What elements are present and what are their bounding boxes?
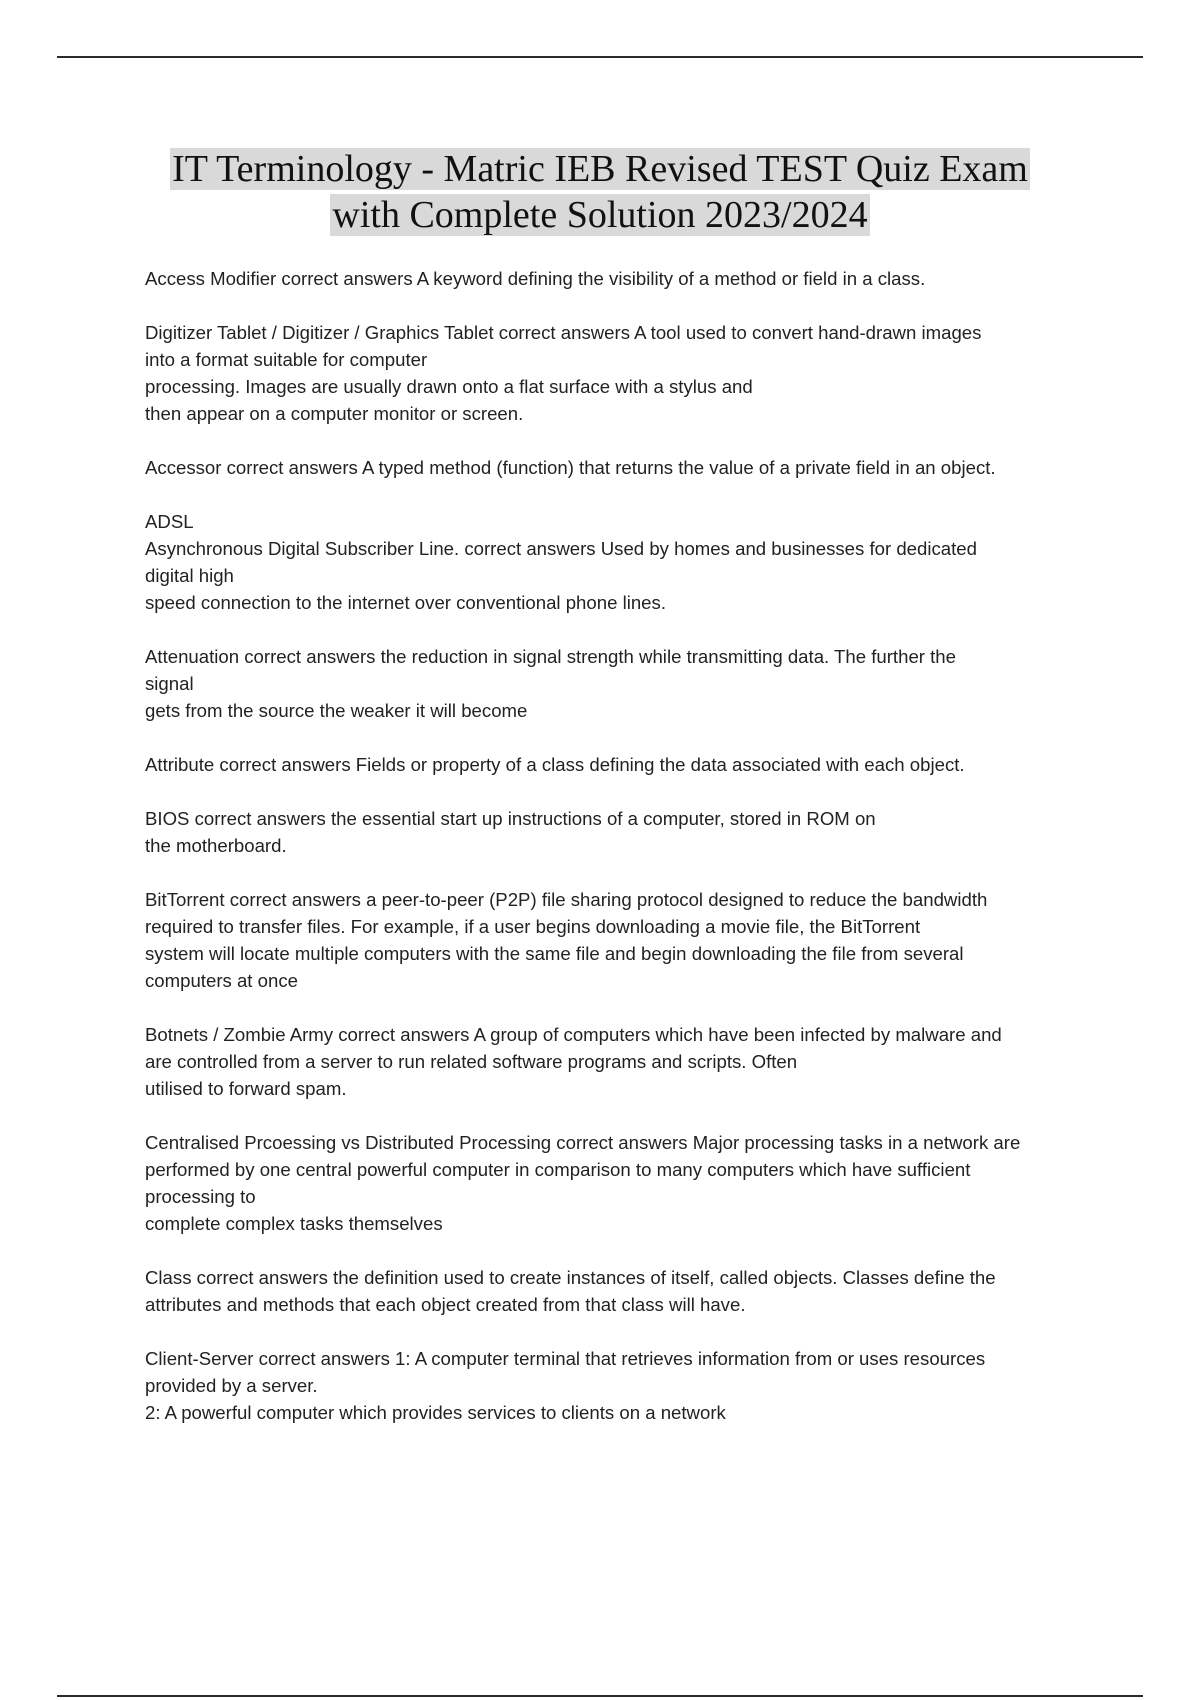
entry-text-line: required to transfer files. For example, if a user begins downloading a movie file, the BitTorrent	[145, 916, 921, 937]
entry-text-line: into a format suitable for computer	[145, 349, 428, 370]
entry-text-line: Asynchronous Digital Subscriber Line. correct answers Used by homes and businesses for dedicated	[145, 538, 977, 559]
entry-text-line: complete complex tasks themselves	[145, 1213, 443, 1234]
glossary-entry	[145, 886, 1095, 994]
entry-text-line: ADSL	[145, 511, 194, 532]
entry-text-line: processing to	[145, 1186, 256, 1207]
glossary-entry	[145, 319, 1095, 427]
document-title	[60, 146, 1140, 238]
entry-text-line: Accessor correct answers A typed method (function) that returns the value of a private field in an object.	[145, 457, 996, 478]
glossary-entries	[145, 265, 1095, 1453]
entry-text-line: Client-Server correct answers 1: A computer terminal that retrieves information from or uses resources	[145, 1348, 986, 1369]
entry-text-line: provided by a server.	[145, 1375, 318, 1396]
title-line-2: with Complete Solution 2023/2024	[332, 194, 868, 236]
entry-text-line: speed connection to the internet over conventional phone lines.	[145, 592, 666, 613]
bottom-divider	[57, 1695, 1143, 1697]
entry-text-line: Centralised Prcoessing vs Distributed Processing correct answers Major processing tasks in a network are	[145, 1132, 1021, 1153]
glossary-entry	[145, 508, 1095, 616]
glossary-entry	[145, 265, 1095, 292]
glossary-entry	[145, 643, 1095, 724]
entry-text-line: 2: A powerful computer which provides services to clients on a network	[145, 1402, 726, 1423]
entry-text-line: Access Modifier correct answers A keyword defining the visibility of a method or field in a class.	[145, 268, 926, 289]
entry-text-line: Attribute correct answers Fields or property of a class defining the data associated with each object.	[145, 754, 965, 775]
glossary-entry	[145, 1264, 1095, 1318]
entry-text-line: Digitizer Tablet / Digitizer / Graphics Tablet correct answers A tool used to convert hand-drawn images	[145, 322, 982, 343]
entry-text-line: processing. Images are usually drawn onto a flat surface with a stylus and	[145, 376, 753, 397]
entry-text-line: BitTorrent correct answers a peer-to-peer (P2P) file sharing protocol designed to reduce the bandwidth	[145, 889, 988, 910]
entry-text-line: Botnets / Zombie Army correct answers A group of computers which have been infected by malware and	[145, 1024, 1002, 1045]
entry-text-line: then appear on a computer monitor or screen.	[145, 403, 524, 424]
title-line-1: IT Terminology - Matric IEB Revised TEST Quiz Exam	[172, 148, 1028, 190]
glossary-entry	[145, 751, 1095, 778]
entry-text-line: the motherboard.	[145, 835, 287, 856]
entry-text-line: signal	[145, 673, 194, 694]
entry-text-line: computers at once	[145, 970, 298, 991]
glossary-entry	[145, 1129, 1095, 1237]
glossary-entry	[145, 1021, 1095, 1102]
entry-text-line: gets from the source the weaker it will become	[145, 700, 528, 721]
entry-text-line: Class correct answers the definition used to create instances of itself, called objects. Classes define the	[145, 1267, 996, 1288]
entry-text-line: attributes and methods that each object created from that class will have.	[145, 1294, 746, 1315]
entry-text-line: performed by one central powerful computer in comparison to many computers which have sufficient	[145, 1159, 971, 1180]
glossary-entry	[145, 454, 1095, 481]
top-divider	[57, 56, 1143, 58]
glossary-entry	[145, 1345, 1095, 1426]
entry-text-line: system will locate multiple computers with the same file and begin downloading the file from several	[145, 943, 964, 964]
entry-text-line: Attenuation correct answers the reduction in signal strength while transmitting data. The further the	[145, 646, 956, 667]
glossary-entry	[145, 805, 1095, 859]
entry-text-line: are controlled from a server to run related software programs and scripts. Often	[145, 1051, 798, 1072]
entry-text-line: utilised to forward spam.	[145, 1078, 347, 1099]
entry-text-line: digital high	[145, 565, 234, 586]
entry-text-line: BIOS correct answers the essential start up instructions of a computer, stored in ROM on	[145, 808, 876, 829]
